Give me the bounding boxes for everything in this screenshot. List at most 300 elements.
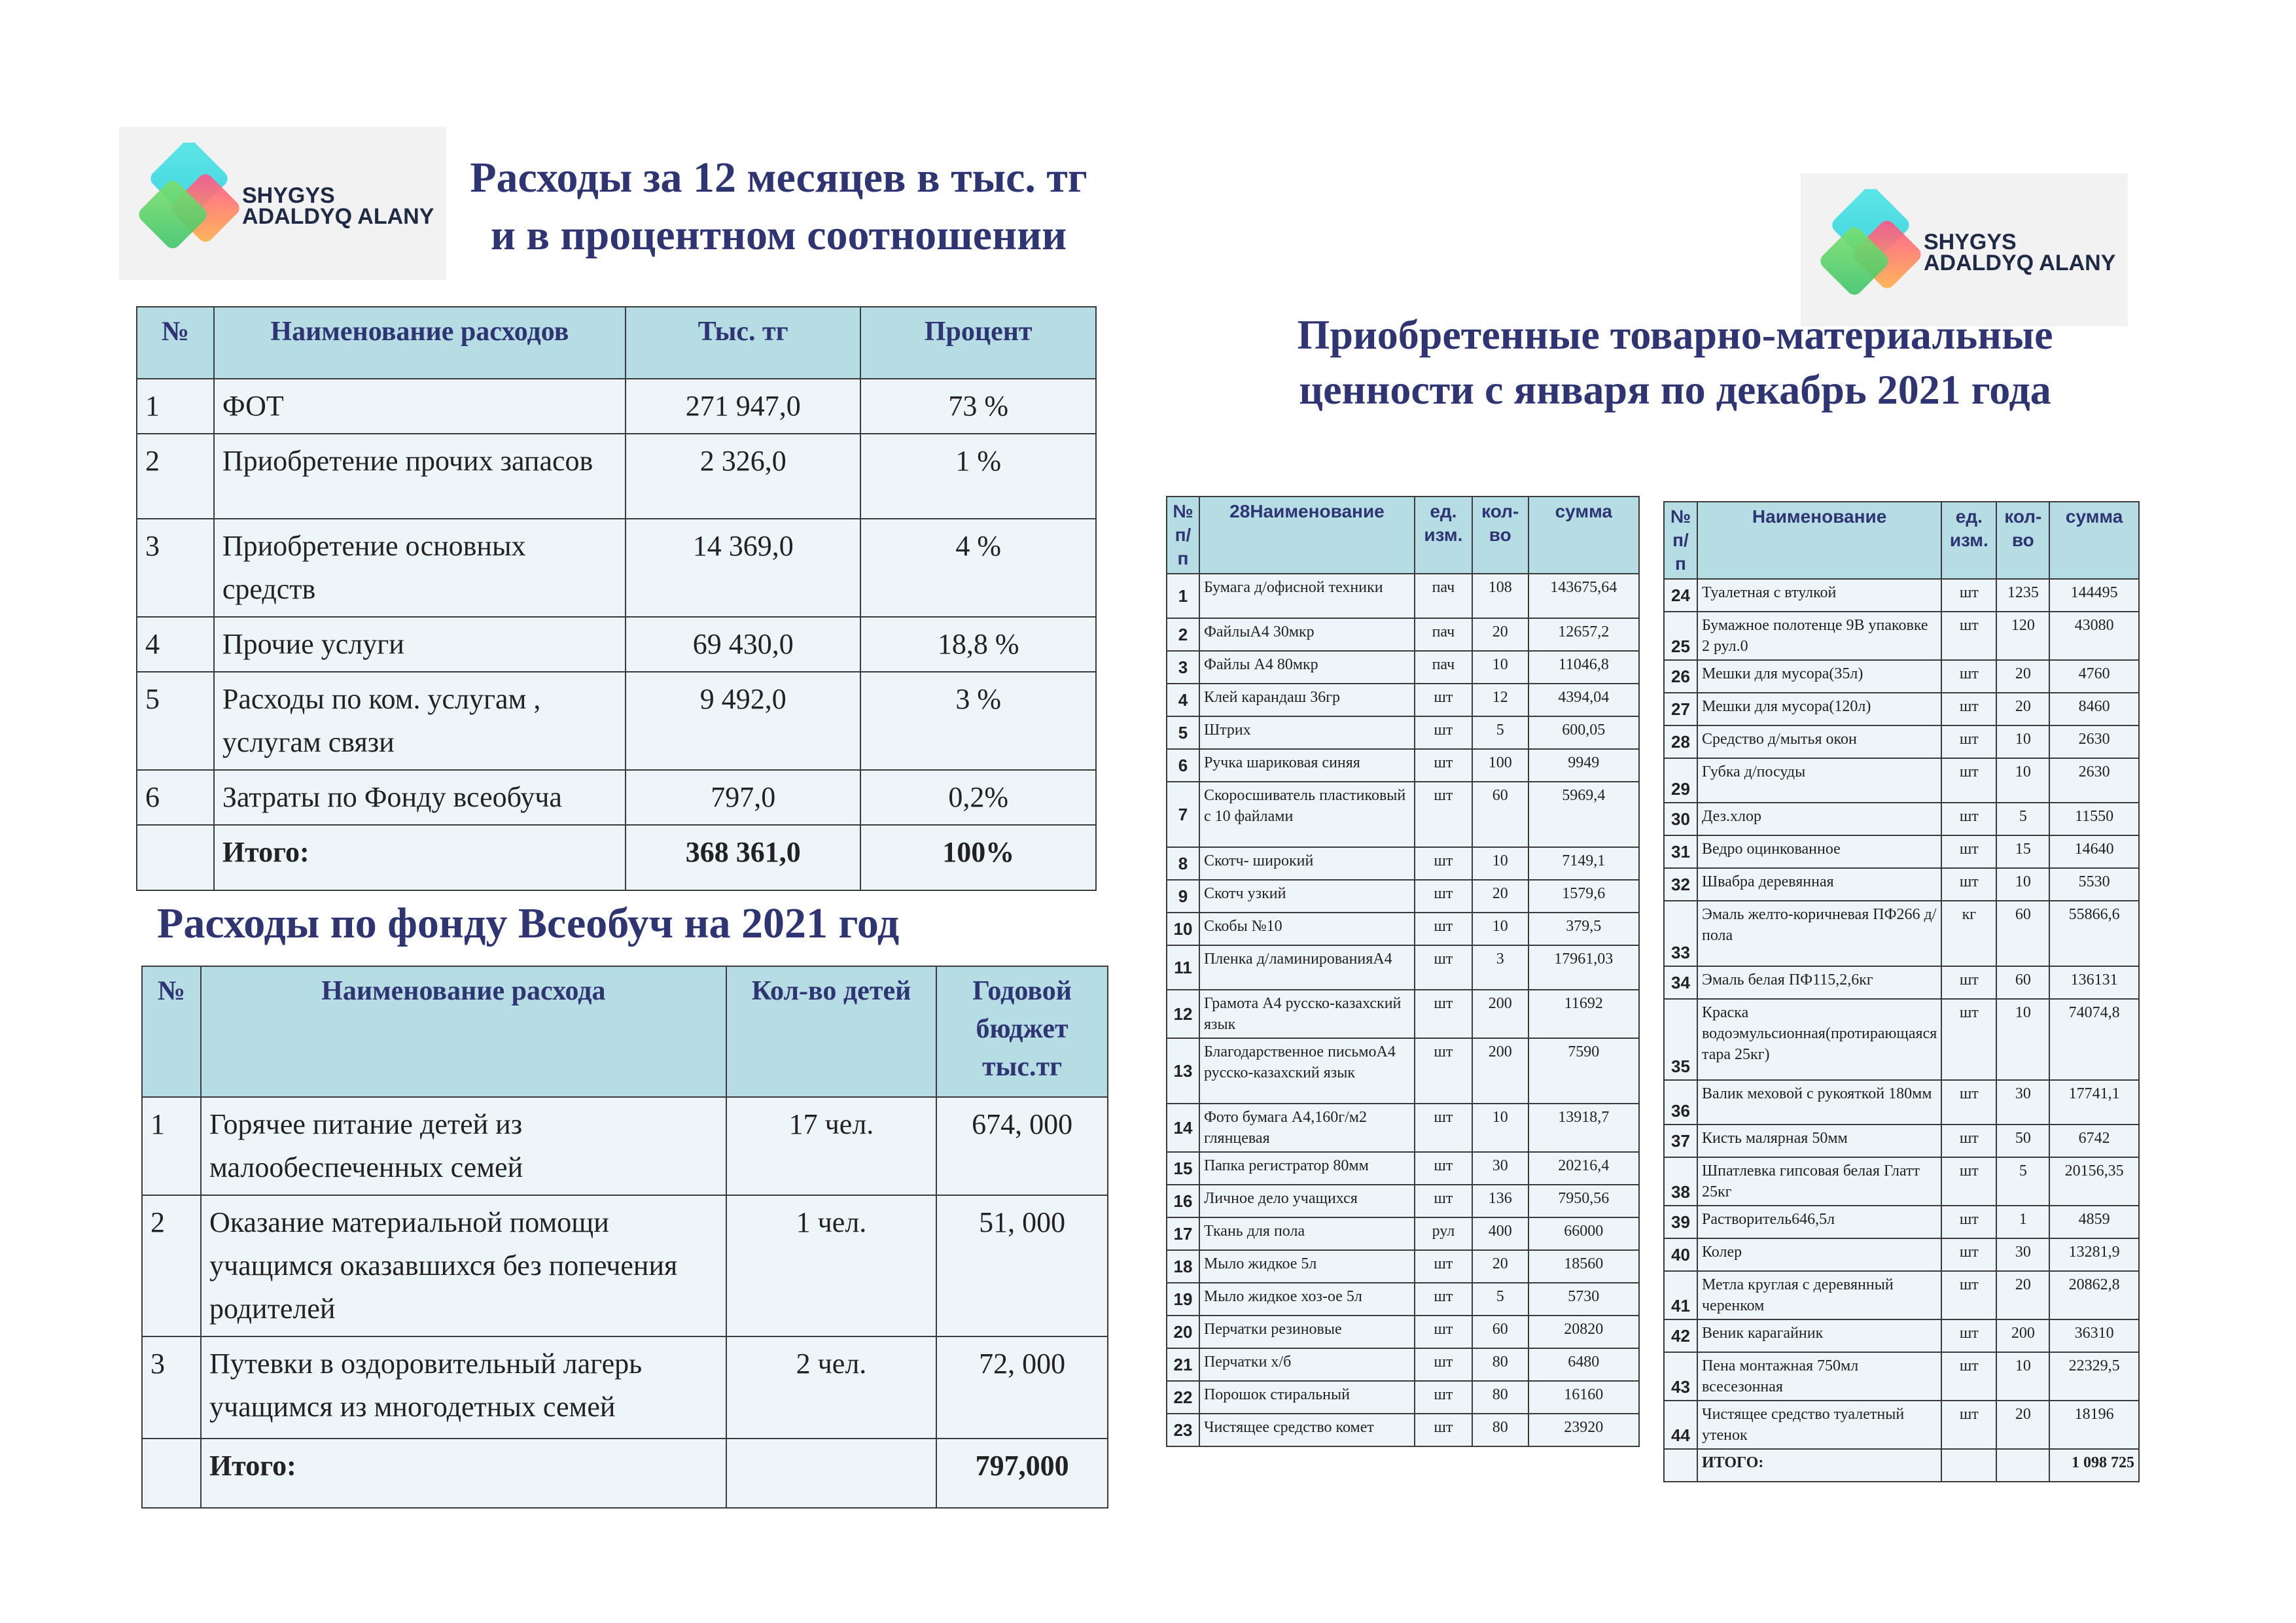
row-qty: 80 bbox=[1472, 1414, 1528, 1446]
row-sum: 18196 bbox=[2049, 1401, 2139, 1449]
row-qty: 12 bbox=[1472, 684, 1528, 716]
row-name: Личное дело учащихся bbox=[1199, 1185, 1415, 1217]
row-no: 8 bbox=[1167, 847, 1199, 880]
tmc-table-left bbox=[1166, 496, 1640, 1447]
row-sum: 143675,64 bbox=[1528, 574, 1639, 618]
row-name: Оказание материальной помощи учащимся оказавшихся без попечения родителей bbox=[201, 1195, 726, 1336]
row-unit: шт bbox=[1415, 1038, 1472, 1104]
row-no: 6 bbox=[137, 770, 214, 825]
row-name: Скобы №10 bbox=[1199, 913, 1415, 945]
row-sum: 7590 bbox=[1528, 1038, 1639, 1104]
row-unit: кг bbox=[1941, 901, 1996, 966]
row-name: Перчатки х/б bbox=[1199, 1348, 1415, 1381]
row-no: 3 bbox=[137, 519, 214, 617]
row-no: 18 bbox=[1167, 1250, 1199, 1283]
row-name: Штрих bbox=[1199, 716, 1415, 749]
row-no: 3 bbox=[142, 1336, 201, 1439]
row-name: Затраты по Фонду всеобуча bbox=[214, 770, 626, 825]
row-no: 5 bbox=[137, 672, 214, 770]
row-qty: 136 bbox=[1472, 1185, 1528, 1217]
row-unit: пач bbox=[1415, 618, 1472, 651]
row-percent: 73 % bbox=[860, 379, 1096, 434]
row-amount: 271 947,0 bbox=[626, 379, 860, 434]
row-no: 19 bbox=[1167, 1283, 1199, 1316]
row-qty: 5 bbox=[1996, 1157, 2049, 1206]
table-row bbox=[1167, 945, 1639, 990]
row-unit: шт bbox=[1941, 1401, 1996, 1449]
row-name: Швабра деревянная bbox=[1697, 868, 1941, 901]
row-budget: 51, 000 bbox=[936, 1195, 1108, 1336]
row-name: Перчатки резиновые bbox=[1199, 1316, 1415, 1348]
table-row bbox=[1167, 618, 1639, 651]
table-row bbox=[1167, 1250, 1639, 1283]
total-sum: 1 098 725 bbox=[2049, 1449, 2139, 1482]
row-percent: 4 % bbox=[860, 519, 1096, 617]
tmc-title bbox=[1217, 307, 2133, 417]
row-name: ФОТ bbox=[214, 379, 626, 434]
row-sum: 55866,6 bbox=[2049, 901, 2139, 966]
logo-right bbox=[1801, 173, 2128, 326]
col-header-percent: Процент bbox=[860, 307, 1096, 379]
row-name: Краска водоэмульсионная(протирающаяся тара 25кг) bbox=[1697, 999, 1941, 1080]
row-qty: 1 bbox=[1996, 1206, 2049, 1238]
table-row bbox=[1664, 693, 2139, 725]
row-sum: 8460 bbox=[2049, 693, 2139, 725]
row-name: Эмаль желто-коричневая ПФ266 д/пола bbox=[1697, 901, 1941, 966]
row-sum: 17741,1 bbox=[2049, 1080, 2139, 1125]
total-no bbox=[1664, 1449, 1697, 1482]
row-no: 37 bbox=[1664, 1125, 1697, 1157]
row-count: 17 чел. bbox=[726, 1097, 936, 1195]
col-header-qty: кол- во bbox=[1996, 502, 2049, 579]
total-row bbox=[137, 825, 1096, 890]
row-name: Веник карагайник bbox=[1697, 1319, 1941, 1352]
expenses-table bbox=[136, 306, 1097, 891]
col-header-unit: ед. изм. bbox=[1415, 497, 1472, 574]
table-row bbox=[1167, 716, 1639, 749]
table-row bbox=[1167, 880, 1639, 913]
vseobuch-table bbox=[141, 966, 1108, 1509]
table-row bbox=[1167, 1152, 1639, 1185]
total-label: Итого: bbox=[201, 1439, 726, 1508]
row-qty: 1235 bbox=[1996, 579, 2049, 612]
row-qty: 400 bbox=[1472, 1217, 1528, 1250]
row-name: Пена монтажная 750мл всесезонная bbox=[1697, 1352, 1941, 1401]
logo-text-line1: SHYGYS bbox=[242, 183, 335, 208]
row-name: Бумажное полотенце 9В упаковке 2 рул.0 bbox=[1697, 612, 1941, 660]
table-row bbox=[1167, 990, 1639, 1038]
total-percent: 100% bbox=[860, 825, 1096, 890]
row-no: 7 bbox=[1167, 782, 1199, 847]
row-unit: шт bbox=[1415, 945, 1472, 990]
row-sum: 13281,9 bbox=[2049, 1238, 2139, 1271]
row-amount: 797,0 bbox=[626, 770, 860, 825]
row-name: Ткань для пола bbox=[1199, 1217, 1415, 1250]
table-row bbox=[1167, 1283, 1639, 1316]
row-name: Скоросшиватель пластиковый с 10 файлами bbox=[1199, 782, 1415, 847]
row-name: Ручка шариковая синяя bbox=[1199, 749, 1415, 782]
row-name: ФайлыА4 30мкр bbox=[1199, 618, 1415, 651]
row-name: Скотч узкий bbox=[1199, 880, 1415, 913]
table-row bbox=[1664, 660, 2139, 693]
row-no: 29 bbox=[1664, 758, 1697, 803]
row-no: 1 bbox=[137, 379, 214, 434]
row-name: Кисть малярная 50мм bbox=[1697, 1125, 1941, 1157]
row-no: 23 bbox=[1167, 1414, 1199, 1446]
row-qty: 20 bbox=[1996, 1271, 2049, 1319]
table-row bbox=[1664, 725, 2139, 758]
table-row bbox=[1167, 1185, 1639, 1217]
row-percent: 18,8 % bbox=[860, 617, 1096, 672]
row-name: Горячее питание детей из малообеспеченных семей bbox=[201, 1097, 726, 1195]
table-row bbox=[1167, 1217, 1639, 1250]
row-no: 43 bbox=[1664, 1352, 1697, 1401]
row-qty: 60 bbox=[1996, 966, 2049, 999]
table-row bbox=[1167, 1381, 1639, 1414]
row-name: Чистящее средство комет bbox=[1199, 1414, 1415, 1446]
row-amount: 69 430,0 bbox=[626, 617, 860, 672]
row-no: 27 bbox=[1664, 693, 1697, 725]
row-qty: 5 bbox=[1996, 803, 2049, 835]
table-row bbox=[142, 1336, 1108, 1439]
row-unit: шт bbox=[1415, 1381, 1472, 1414]
table-row bbox=[1664, 901, 2139, 966]
row-name: Приобретение основных средств bbox=[214, 519, 626, 617]
col-header-count: Кол-во детей bbox=[726, 966, 936, 1097]
row-count: 2 чел. bbox=[726, 1336, 936, 1439]
table-row bbox=[1167, 574, 1639, 618]
row-sum: 2630 bbox=[2049, 758, 2139, 803]
table-row bbox=[1664, 1125, 2139, 1157]
row-unit: шт bbox=[1941, 999, 1996, 1080]
row-no: 39 bbox=[1664, 1206, 1697, 1238]
row-sum: 20862,8 bbox=[2049, 1271, 2139, 1319]
row-unit: шт bbox=[1415, 990, 1472, 1038]
row-qty: 50 bbox=[1996, 1125, 2049, 1157]
row-no: 2 bbox=[142, 1195, 201, 1336]
table-row bbox=[1664, 835, 2139, 868]
table-row bbox=[1664, 758, 2139, 803]
row-no: 34 bbox=[1664, 966, 1697, 999]
row-sum: 13918,7 bbox=[1528, 1104, 1639, 1152]
row-qty: 20 bbox=[1996, 660, 2049, 693]
row-amount: 9 492,0 bbox=[626, 672, 860, 770]
table-row bbox=[1167, 1414, 1639, 1446]
row-sum: 16160 bbox=[1528, 1381, 1639, 1414]
row-sum: 5730 bbox=[1528, 1283, 1639, 1316]
row-unit: шт bbox=[1941, 835, 1996, 868]
table-row bbox=[137, 770, 1096, 825]
row-name: Средство д/мытья окон bbox=[1697, 725, 1941, 758]
row-unit: шт bbox=[1941, 725, 1996, 758]
row-unit: рул bbox=[1415, 1217, 1472, 1250]
col-header-budget: Годовой бюджет тыс.тг bbox=[936, 966, 1108, 1097]
row-name: Ведро оцинкованное bbox=[1697, 835, 1941, 868]
row-no: 42 bbox=[1664, 1319, 1697, 1352]
row-sum: 6742 bbox=[2049, 1125, 2139, 1157]
row-unit: шт bbox=[1941, 1125, 1996, 1157]
row-unit: пач bbox=[1415, 651, 1472, 684]
table-row bbox=[137, 617, 1096, 672]
col-header-amount: Тыс. тг bbox=[626, 307, 860, 379]
table-row bbox=[1167, 1104, 1639, 1152]
row-sum: 18560 bbox=[1528, 1250, 1639, 1283]
row-no: 9 bbox=[1167, 880, 1199, 913]
expenses-title bbox=[432, 149, 1125, 264]
col-header-no: № bbox=[137, 307, 214, 379]
expenses-title-line1: Расходы за 12 месяцев в тыс. тг bbox=[470, 154, 1087, 201]
row-no: 3 bbox=[1167, 651, 1199, 684]
row-qty: 20 bbox=[1472, 618, 1528, 651]
row-unit: шт bbox=[1415, 1316, 1472, 1348]
row-unit: шт bbox=[1941, 758, 1996, 803]
row-sum: 5969,4 bbox=[1528, 782, 1639, 847]
table-row bbox=[1664, 1401, 2139, 1449]
row-unit: шт bbox=[1941, 1352, 1996, 1401]
row-amount: 2 326,0 bbox=[626, 434, 860, 519]
row-no: 41 bbox=[1664, 1271, 1697, 1319]
row-sum: 74074,8 bbox=[2049, 999, 2139, 1080]
row-percent: 1 % bbox=[860, 434, 1096, 519]
tmc-title-line1: Приобретенные товарно-материальные bbox=[1297, 311, 2053, 358]
row-unit: шт bbox=[1941, 579, 1996, 612]
tmc-title-line2: ценности с января по декабрь 2021 года bbox=[1299, 366, 2051, 413]
row-no: 26 bbox=[1664, 660, 1697, 693]
table-row bbox=[137, 672, 1096, 770]
row-unit: шт bbox=[1941, 966, 1996, 999]
row-unit: шт bbox=[1415, 749, 1472, 782]
row-no: 21 bbox=[1167, 1348, 1199, 1381]
row-sum: 11046,8 bbox=[1528, 651, 1639, 684]
table-row bbox=[1167, 651, 1639, 684]
row-name: Прочие услуги bbox=[214, 617, 626, 672]
row-name: Мыло жидкое 5л bbox=[1199, 1250, 1415, 1283]
row-no: 33 bbox=[1664, 901, 1697, 966]
row-name: Приобретение прочих запасов bbox=[214, 434, 626, 519]
table-row bbox=[1664, 612, 2139, 660]
row-qty: 20 bbox=[1472, 880, 1528, 913]
row-no: 16 bbox=[1167, 1185, 1199, 1217]
total-unit bbox=[1941, 1449, 1996, 1482]
row-sum: 136131 bbox=[2049, 966, 2139, 999]
total-row bbox=[1664, 1449, 2139, 1482]
row-qty: 200 bbox=[1472, 990, 1528, 1038]
table-row bbox=[137, 519, 1096, 617]
row-no: 38 bbox=[1664, 1157, 1697, 1206]
col-header-unit: ед. изм. bbox=[1941, 502, 1996, 579]
row-qty: 30 bbox=[1996, 1238, 2049, 1271]
vseobuch-title: Расходы по фонду Всеобуч на 2021 год bbox=[157, 899, 900, 947]
row-name: Колер bbox=[1697, 1238, 1941, 1271]
row-no: 4 bbox=[137, 617, 214, 672]
table-row bbox=[1664, 1206, 2139, 1238]
row-no: 25 bbox=[1664, 612, 1697, 660]
row-qty: 5 bbox=[1472, 1283, 1528, 1316]
row-no: 44 bbox=[1664, 1401, 1697, 1449]
table-row bbox=[1664, 966, 2139, 999]
row-qty: 200 bbox=[1472, 1038, 1528, 1104]
row-qty: 100 bbox=[1472, 749, 1528, 782]
row-unit: шт bbox=[1415, 1250, 1472, 1283]
table-row bbox=[1664, 1271, 2139, 1319]
col-header-name: 28Наименование bbox=[1199, 497, 1415, 574]
row-sum: 22329,5 bbox=[2049, 1352, 2139, 1401]
total-count bbox=[726, 1439, 936, 1508]
row-budget: 72, 000 bbox=[936, 1336, 1108, 1439]
row-sum: 17961,03 bbox=[1528, 945, 1639, 990]
col-header-no: № п/ п bbox=[1167, 497, 1199, 574]
row-unit: шт bbox=[1941, 1206, 1996, 1238]
row-qty: 30 bbox=[1472, 1152, 1528, 1185]
table-row bbox=[1664, 1352, 2139, 1401]
row-qty: 15 bbox=[1996, 835, 2049, 868]
table-row bbox=[142, 1097, 1108, 1195]
row-unit: шт bbox=[1415, 1185, 1472, 1217]
row-unit: шт bbox=[1941, 1080, 1996, 1125]
row-unit: шт bbox=[1415, 1414, 1472, 1446]
row-no: 1 bbox=[142, 1097, 201, 1195]
table-row bbox=[1664, 868, 2139, 901]
row-sum: 5530 bbox=[2049, 868, 2139, 901]
table-row bbox=[137, 379, 1096, 434]
col-header-name: Наименование расходов bbox=[214, 307, 626, 379]
row-qty: 20 bbox=[1996, 693, 2049, 725]
col-header-no: № bbox=[142, 966, 201, 1097]
row-count: 1 чел. bbox=[726, 1195, 936, 1336]
row-name: Растворитель646,5л bbox=[1697, 1206, 1941, 1238]
row-unit: шт bbox=[1941, 868, 1996, 901]
row-sum: 11692 bbox=[1528, 990, 1639, 1038]
table-row bbox=[1167, 1348, 1639, 1381]
row-unit: шт bbox=[1415, 684, 1472, 716]
row-sum: 43080 bbox=[2049, 612, 2139, 660]
row-qty: 10 bbox=[1472, 847, 1528, 880]
col-header-name: Наименование bbox=[1697, 502, 1941, 579]
total-label: Итого: bbox=[214, 825, 626, 890]
row-qty: 10 bbox=[1996, 725, 2049, 758]
row-unit: шт bbox=[1941, 1319, 1996, 1352]
row-name: Фото бумага А4,160г/м2 глянцевая bbox=[1199, 1104, 1415, 1152]
table-row bbox=[1664, 999, 2139, 1080]
total-label: ИТОГО: bbox=[1697, 1449, 1941, 1482]
row-sum: 4394,04 bbox=[1528, 684, 1639, 716]
row-qty: 80 bbox=[1472, 1381, 1528, 1414]
row-unit: шт bbox=[1941, 1157, 1996, 1206]
row-no: 36 bbox=[1664, 1080, 1697, 1125]
row-qty: 10 bbox=[1996, 868, 2049, 901]
row-sum: 2630 bbox=[2049, 725, 2139, 758]
row-name: Клей карандаш 36гр bbox=[1199, 684, 1415, 716]
logo-text-line2: ADALDYQ ALANY bbox=[1924, 251, 2116, 275]
row-sum: 36310 bbox=[2049, 1319, 2139, 1352]
row-unit: шт bbox=[1941, 1238, 1996, 1271]
row-unit: шт bbox=[1415, 1104, 1472, 1152]
row-sum: 7149,1 bbox=[1528, 847, 1639, 880]
row-no: 14 bbox=[1167, 1104, 1199, 1152]
table-row bbox=[1167, 1038, 1639, 1104]
total-budget: 797,000 bbox=[936, 1439, 1108, 1508]
row-name: Благодарственное письмоА4 русско-казахский язык bbox=[1199, 1038, 1415, 1104]
table-row bbox=[1664, 1080, 2139, 1125]
total-amount: 368 361,0 bbox=[626, 825, 860, 890]
row-name: Папка регистратор 80мм bbox=[1199, 1152, 1415, 1185]
total-no bbox=[142, 1439, 201, 1508]
table-row bbox=[1167, 1316, 1639, 1348]
row-unit: шт bbox=[1415, 880, 1472, 913]
row-name: Мешки для мусора(120л) bbox=[1697, 693, 1941, 725]
row-name: Мешки для мусора(35л) bbox=[1697, 660, 1941, 693]
row-unit: шт bbox=[1415, 1283, 1472, 1316]
row-name: Эмаль белая ПФ115,2,6кг bbox=[1697, 966, 1941, 999]
tmc-table-right bbox=[1663, 501, 2140, 1482]
row-unit: шт bbox=[1415, 913, 1472, 945]
row-name: Бумага д/офисной техники bbox=[1199, 574, 1415, 618]
row-name: Скотч- широкий bbox=[1199, 847, 1415, 880]
expenses-title-line2: и в процентном соотношении bbox=[490, 211, 1067, 259]
row-sum: 14640 bbox=[2049, 835, 2139, 868]
row-unit: пач bbox=[1415, 574, 1472, 618]
row-no: 32 bbox=[1664, 868, 1697, 901]
row-qty: 10 bbox=[1996, 1352, 2049, 1401]
row-name: Пленка д/ламинированияА4 bbox=[1199, 945, 1415, 990]
row-sum: 379,5 bbox=[1528, 913, 1639, 945]
row-unit: шт bbox=[1941, 1271, 1996, 1319]
row-no: 22 bbox=[1167, 1381, 1199, 1414]
row-unit: шт bbox=[1415, 716, 1472, 749]
row-name: Грамота А4 русско-казахский язык bbox=[1199, 990, 1415, 1038]
col-header-sum: сумма bbox=[2049, 502, 2139, 579]
row-qty: 5 bbox=[1472, 716, 1528, 749]
table-row bbox=[1167, 913, 1639, 945]
row-sum: 7950,56 bbox=[1528, 1185, 1639, 1217]
row-sum: 9949 bbox=[1528, 749, 1639, 782]
row-percent: 3 % bbox=[860, 672, 1096, 770]
row-no: 6 bbox=[1167, 749, 1199, 782]
row-name: Порошок стиральный bbox=[1199, 1381, 1415, 1414]
row-name: Губка д/посуды bbox=[1697, 758, 1941, 803]
row-qty: 120 bbox=[1996, 612, 2049, 660]
row-name: Чистящее средство туалетный утенок bbox=[1697, 1401, 1941, 1449]
table-row bbox=[1664, 579, 2139, 612]
row-qty: 20 bbox=[1472, 1250, 1528, 1283]
row-unit: шт bbox=[1941, 693, 1996, 725]
col-header-qty: кол- во bbox=[1472, 497, 1528, 574]
row-no: 35 bbox=[1664, 999, 1697, 1080]
col-header-sum: сумма bbox=[1528, 497, 1639, 574]
row-name: Путевки в оздоровительный лагерь учащимся из многодетных семей bbox=[201, 1336, 726, 1439]
row-unit: шт bbox=[1941, 660, 1996, 693]
row-percent: 0,2% bbox=[860, 770, 1096, 825]
total-qty bbox=[1996, 1449, 2049, 1482]
table-row bbox=[1664, 803, 2139, 835]
row-sum: 6480 bbox=[1528, 1348, 1639, 1381]
row-sum: 12657,2 bbox=[1528, 618, 1639, 651]
row-sum: 20216,4 bbox=[1528, 1152, 1639, 1185]
row-no: 40 bbox=[1664, 1238, 1697, 1271]
row-name: Валик меховой с рукояткой 180мм bbox=[1697, 1080, 1941, 1125]
row-sum: 11550 bbox=[2049, 803, 2139, 835]
row-qty: 10 bbox=[1472, 913, 1528, 945]
row-no: 2 bbox=[137, 434, 214, 519]
row-qty: 3 bbox=[1472, 945, 1528, 990]
row-no: 30 bbox=[1664, 803, 1697, 835]
row-qty: 10 bbox=[1472, 1104, 1528, 1152]
logo-text-line1: SHYGYS bbox=[1924, 230, 2017, 254]
row-qty: 20 bbox=[1996, 1401, 2049, 1449]
row-qty: 60 bbox=[1996, 901, 2049, 966]
row-qty: 80 bbox=[1472, 1348, 1528, 1381]
row-name: Файлы А4 80мкр bbox=[1199, 651, 1415, 684]
